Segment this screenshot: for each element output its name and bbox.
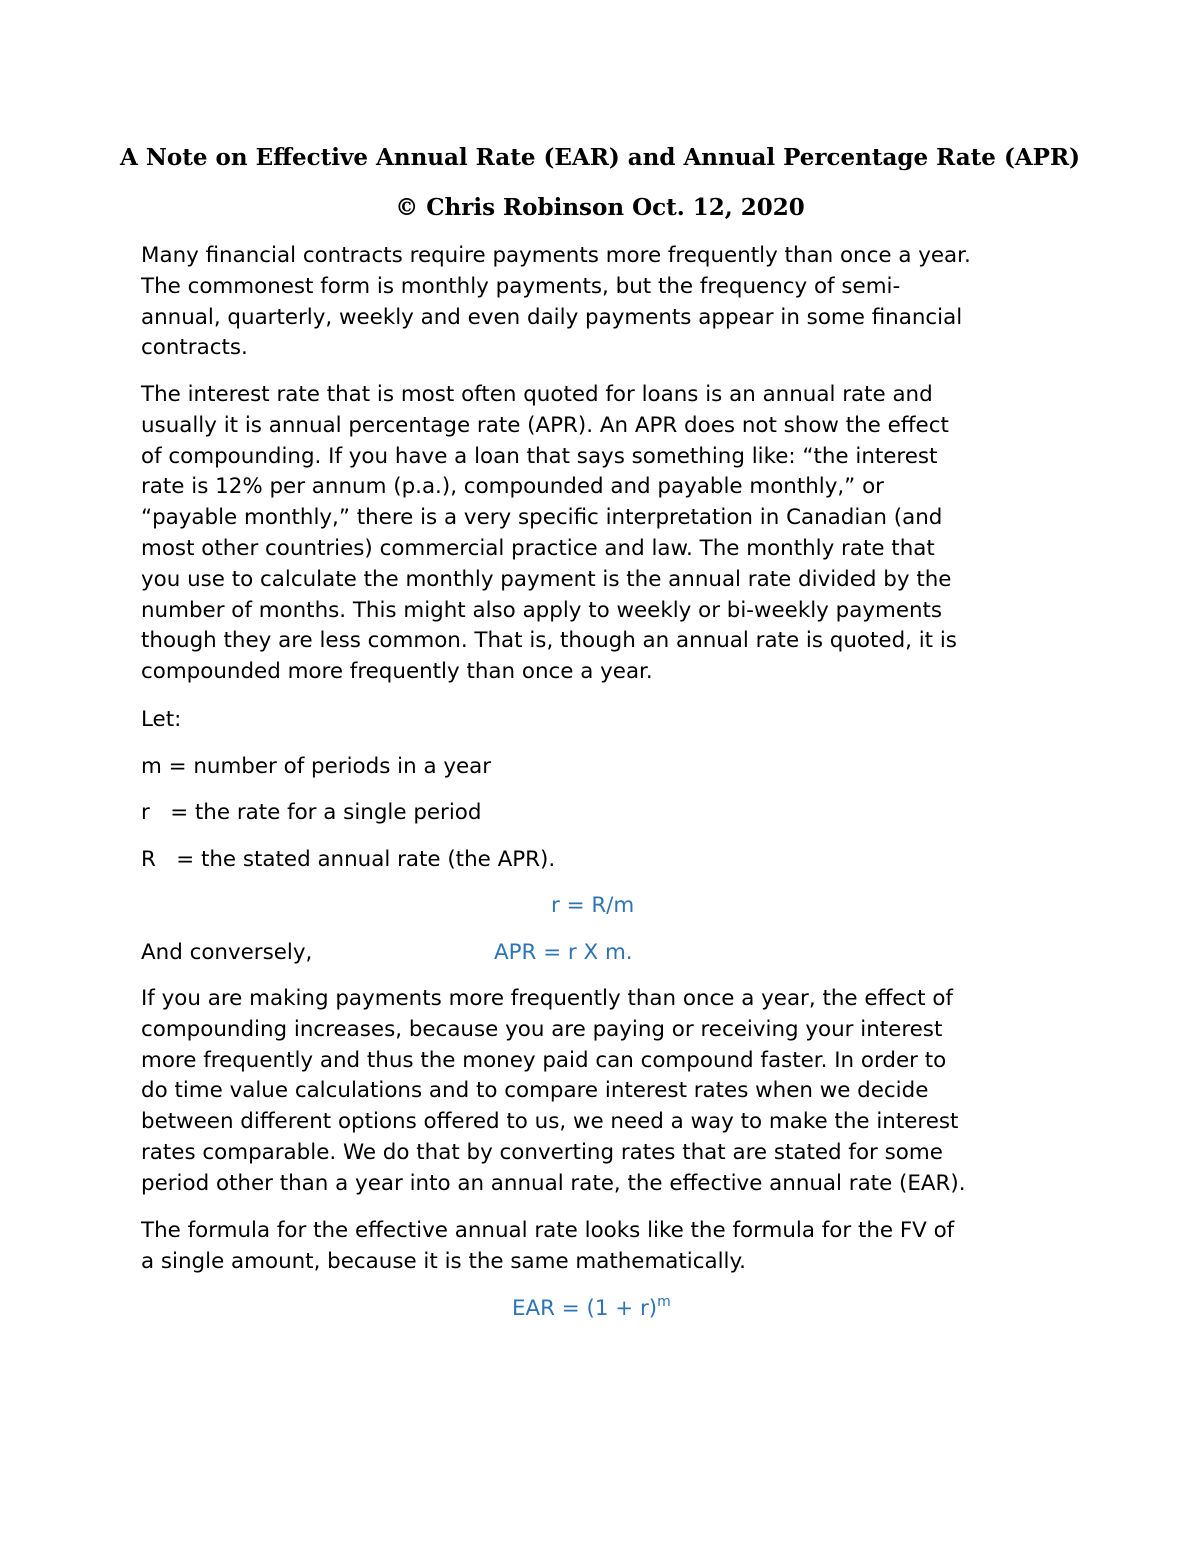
formula-apr: APR = r X m. xyxy=(494,940,633,965)
paragraph-line: usually it is annual percentage rate (APR). An APR does not show the effect xyxy=(141,412,949,438)
paragraph-line: compounded more frequently than once a year. xyxy=(141,659,653,685)
paragraph-line: though they are less common. That is, though an annual rate is quoted, it is xyxy=(141,628,957,654)
paragraph-line: The interest rate that is most often quoted for loans is an annual rate and xyxy=(141,382,933,407)
formula-ear-base: EAR = (1 + r) xyxy=(512,1296,658,1321)
paragraph-line: The commonest form is monthly payments, but the frequency of semi- xyxy=(141,273,901,299)
definition-R: R = the stated annual rate (the APR). xyxy=(141,847,556,872)
paragraph-line: If you are making payments more frequently than once a year, the effect of xyxy=(141,986,953,1011)
formula-ear xyxy=(512,1294,671,1325)
paragraph-line: “payable monthly,” there is a very specific interpretation in Canadian (and xyxy=(141,505,943,531)
paragraph-line: number of months. This might also apply to weekly or bi-weekly payments xyxy=(141,597,943,623)
paragraph-line: a single amount, because it is the same mathematically. xyxy=(141,1248,746,1274)
paragraph-line: compounding increases, because you are paying or receiving your interest xyxy=(141,1016,943,1042)
conversely-label: And conversely, xyxy=(141,940,313,965)
paragraph-line: you use to calculate the monthly payment is the annual rate divided by the xyxy=(141,566,952,592)
paragraph-line: between different options offered to us, we need a way to make the interest xyxy=(141,1109,959,1135)
paragraph-payment-frequency xyxy=(141,241,1071,364)
formula-ear-exponent: m xyxy=(657,1294,671,1310)
paragraph-line: period other than a year into an annual rate, the effective annual rate (EAR). xyxy=(141,1170,966,1196)
paragraph-line: Many financial contracts require payments more frequently than once a year. xyxy=(141,243,971,268)
let-label: Let: xyxy=(141,707,182,732)
paragraph-apr-explanation xyxy=(141,380,1071,688)
document-title: A Note on Effective Annual Rate (EAR) and Annual Percentage Rate (APR) xyxy=(120,144,1080,171)
paragraph-line: contracts. xyxy=(141,335,248,361)
paragraph-line: rates comparable. We do that by converting rates that are stated for some xyxy=(141,1139,943,1165)
paragraph-ear-formula-intro xyxy=(141,1216,1071,1278)
paragraph-line: rate is 12% per annum (p.a.), compounded and payable monthly,” or xyxy=(141,474,884,500)
paragraph-line: more frequently and thus the money paid can compound faster. In order to xyxy=(141,1047,947,1073)
paragraph-line: do time value calculations and to compare interest rates when we decide xyxy=(141,1078,929,1104)
formula-period-rate: r = R/m xyxy=(551,893,635,918)
definition-r: r = the rate for a single period xyxy=(141,800,482,825)
paragraph-compounding-effect xyxy=(141,984,1071,1200)
paragraph-line: of compounding. If you have a loan that says something like: “the interest xyxy=(141,443,938,469)
paragraph-line: most other countries) commercial practice and law. The monthly rate that xyxy=(141,535,935,561)
definition-m: m = number of periods in a year xyxy=(141,754,492,779)
paragraph-line: annual, quarterly, weekly and even daily payments appear in some financial xyxy=(141,304,963,330)
paragraph-line: The formula for the effective annual rate looks like the formula for the FV of xyxy=(141,1218,955,1243)
document-author-date: © Chris Robinson Oct. 12, 2020 xyxy=(395,194,805,221)
